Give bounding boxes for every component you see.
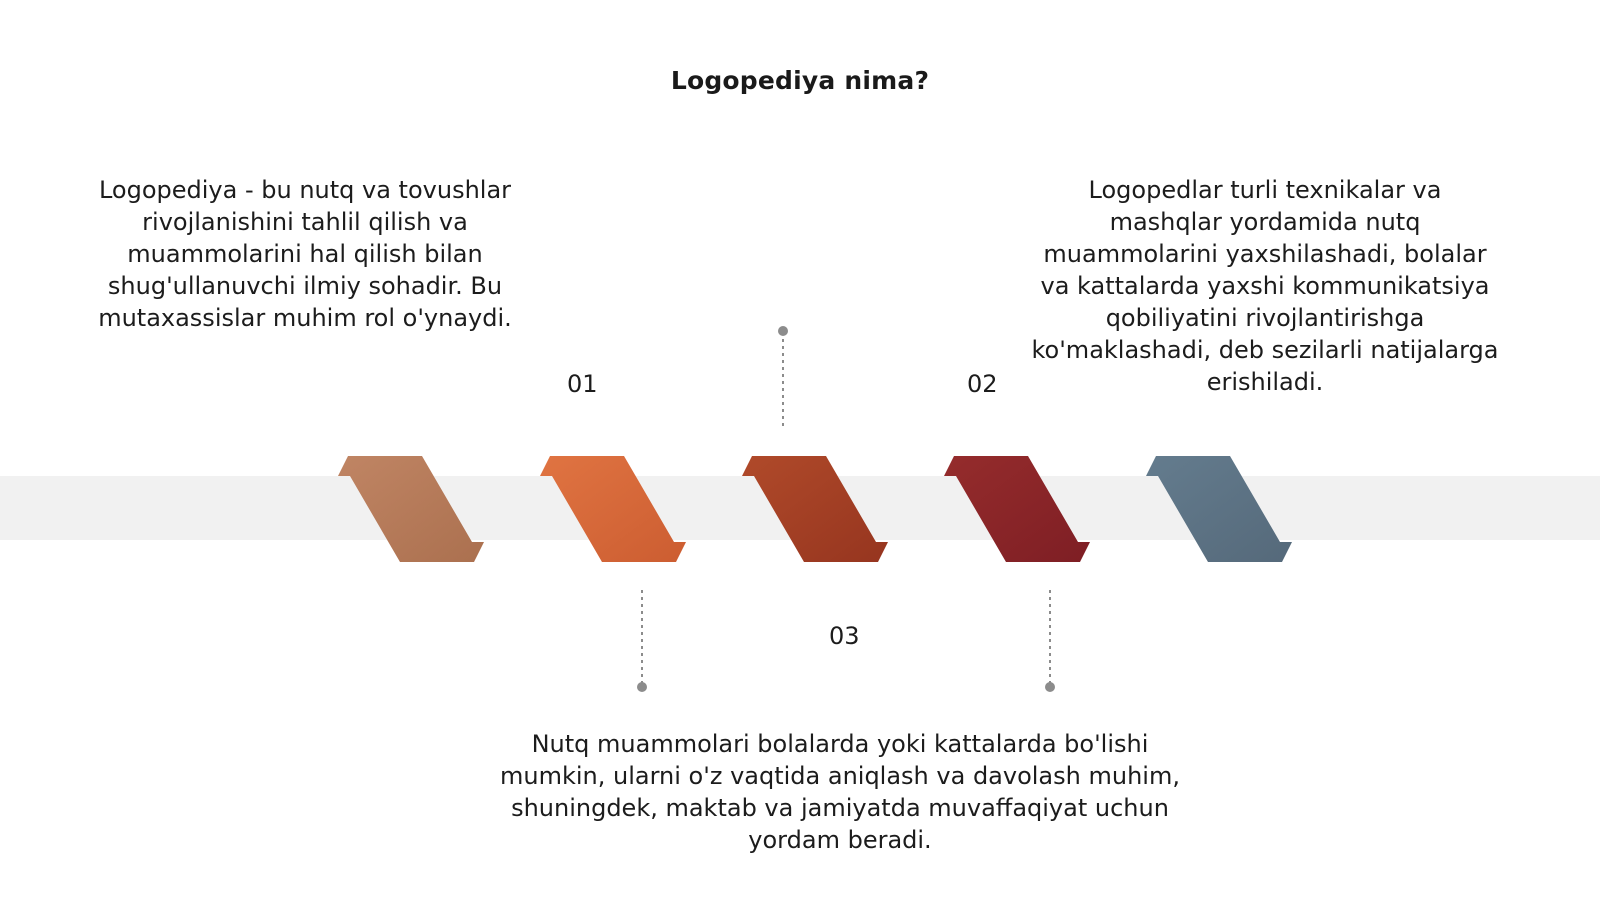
chevron-4 <box>944 456 1090 562</box>
step-03-text: Nutq muammolari bolalarda yoki kattalarda bo'lishi mumkin, ularni o'z vaqtida aniqlash va davolash muhim, shuningdek, maktab va jamiyatda muvaffaqiyat uchun yordam beradi. <box>500 730 1180 854</box>
step-01-number: 01 <box>567 370 598 398</box>
step-02-number: 02 <box>967 370 998 398</box>
step-02-text: Logopedlar turli texnikalar va mashqlar yordamida nutq muammolarini yaxshilashadi, bolalar va kattalarda yaxshi kommunikatsiya qobiliyatini rivojlantirishga ko'maklashadi, deb sezilarli natijalarga erishiladi. <box>1031 176 1499 396</box>
chevron-2 <box>540 456 686 562</box>
step-01-text: Logopediya - bu nutq va tovushlar rivojlanishini tahlil qilish va muammolarini hal qilish bilan shug'ullanuvchi ilmiy sohadir. Bu mutaxassislar muhim rol o'ynaydi. <box>98 176 512 332</box>
connector-dot-bottom-right <box>1045 682 1055 692</box>
step-03-number: 03 <box>829 622 860 650</box>
connector-dot-bottom-left <box>637 682 647 692</box>
chevron-5 <box>1146 456 1292 562</box>
connector-dot-top <box>778 326 788 336</box>
chevron-1 <box>338 456 484 562</box>
page-title: Logopediya nima? <box>670 66 930 95</box>
chevron-3 <box>742 456 888 562</box>
